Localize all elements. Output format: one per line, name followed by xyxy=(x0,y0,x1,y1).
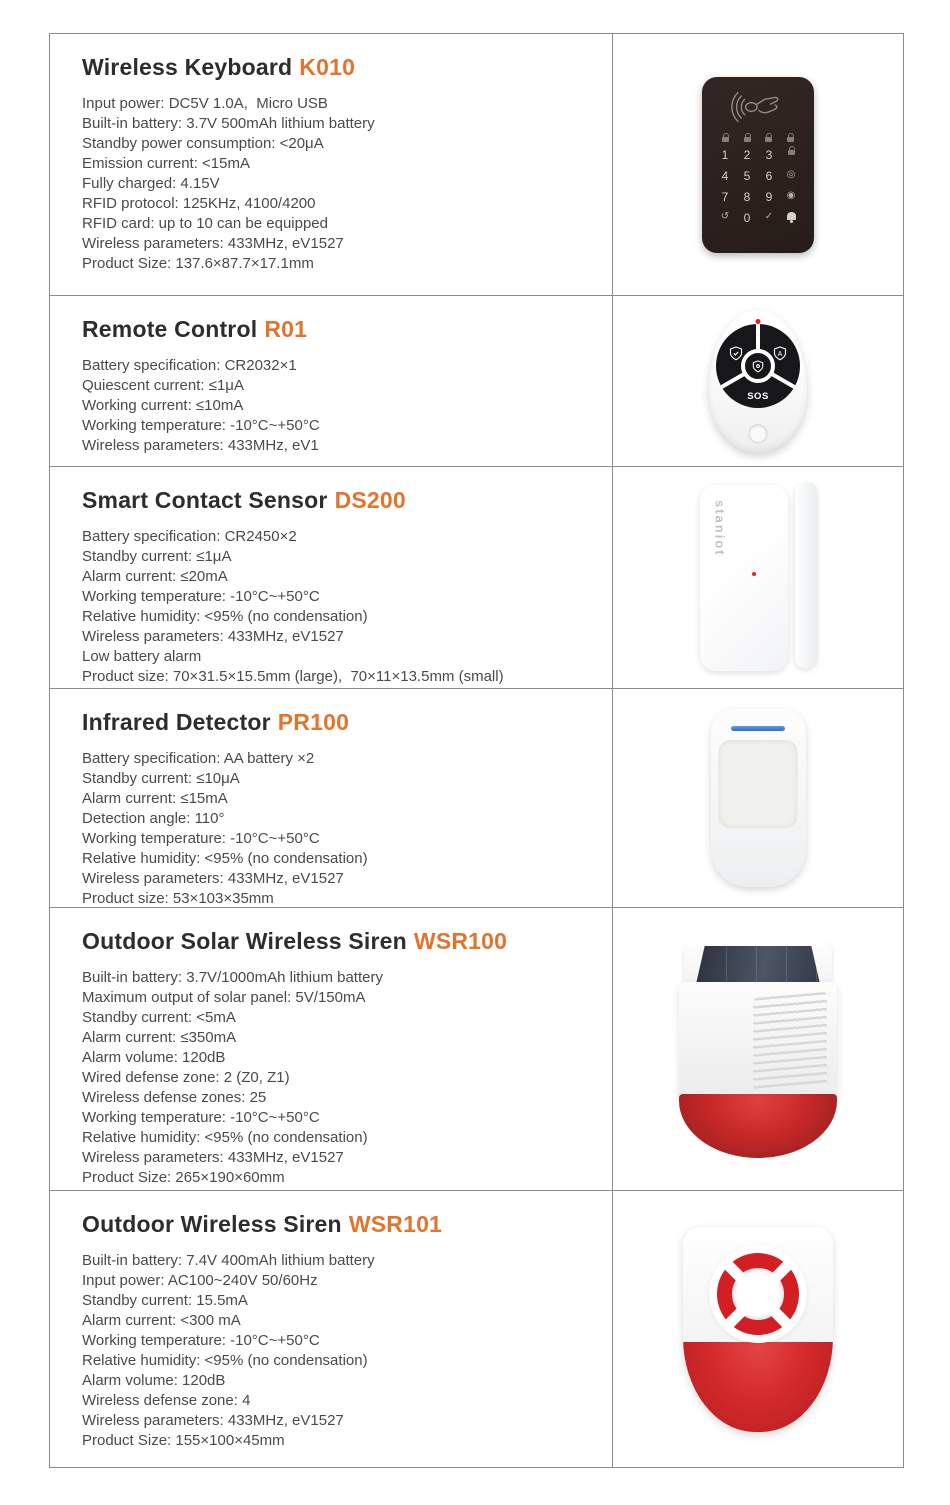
remote-bottom-button xyxy=(749,424,768,443)
solar-panel xyxy=(696,946,820,984)
spec-line: Maximum output of solar panel: 5V/150mA xyxy=(82,989,366,1006)
siren-horn xyxy=(709,1245,807,1343)
arm-away-shield-icon xyxy=(773,346,787,361)
spec-line: Wired defense zone: 2 (Z0, Z1) xyxy=(82,1069,290,1086)
svg-text:A: A xyxy=(777,351,783,358)
spec-line: Working temperature: -10°C~+50°C xyxy=(82,1332,320,1349)
sensor-main-body xyxy=(700,485,788,671)
red-strobe-base xyxy=(683,1342,833,1432)
product-model: WSR100 xyxy=(413,928,508,954)
disarm-icon xyxy=(765,137,772,142)
remote-device-image xyxy=(709,310,807,452)
key-0: 0 xyxy=(743,210,751,225)
product-title xyxy=(82,487,602,514)
pir-spec-cell xyxy=(50,689,613,907)
spec-line: Working current: ≤10mA xyxy=(82,397,244,414)
spec-line: Wireless defense zone: 4 xyxy=(82,1392,251,1409)
spec-line: Fully charged: 4.15V xyxy=(82,175,220,192)
spec-line: Relative humidity: <95% (no condensation) xyxy=(82,850,368,867)
spec-line: Product size: 70×31.5×15.5mm (large), 70×11×13.5mm (small) xyxy=(82,668,504,685)
product-model: PR100 xyxy=(277,709,350,735)
home-arm-shield-icon xyxy=(752,360,764,373)
bell-icon xyxy=(780,211,802,225)
spec-line: Relative humidity: <95% (no condensation) xyxy=(82,608,368,625)
contact-sensor-device-image xyxy=(700,485,817,671)
product-spec-table xyxy=(49,33,904,1468)
spec-line: Quiescent current: ≤1μA xyxy=(82,377,244,394)
alert-icon xyxy=(787,137,794,142)
spec-line: Wireless parameters: 433MHz, eV1 xyxy=(82,437,319,454)
target-icon: ◎ xyxy=(786,168,796,180)
arm-home-icon xyxy=(744,137,751,142)
led-indicator xyxy=(752,572,756,576)
spec-line: Product Size: 155×100×45mm xyxy=(82,1432,285,1449)
spec-line: Relative humidity: <95% (no condensation) xyxy=(82,1352,368,1369)
key-9: 9 xyxy=(765,189,773,204)
rfid-tap-icon xyxy=(729,85,787,129)
red-strobe-base xyxy=(679,1094,837,1158)
product-title xyxy=(82,1211,602,1238)
product-name: Remote Control xyxy=(82,316,258,342)
keyboard-mode-icon-row xyxy=(715,131,801,142)
spec-line: Emission current: <15mA xyxy=(82,155,250,172)
spec-list xyxy=(82,527,602,687)
product-row-contact-sensor xyxy=(50,467,903,689)
spec-line: Built-in battery: 3.7V 500mAh lithium battery xyxy=(82,115,375,132)
spec-line: Alarm current: ≤20mA xyxy=(82,568,228,585)
sensor-magnet-bar xyxy=(795,482,817,668)
product-model: R01 xyxy=(264,316,308,342)
spec-line: Battery specification: CR2450×2 xyxy=(82,528,297,545)
spec-line: Working temperature: -10°C~+50°C xyxy=(82,1109,320,1126)
spec-list xyxy=(82,1251,602,1451)
pir-lens xyxy=(719,740,798,828)
product-row-keyboard xyxy=(50,34,903,296)
spec-line: Detection angle: 110° xyxy=(82,810,225,827)
siren-body xyxy=(679,982,837,1098)
key-4: 4 xyxy=(721,168,729,183)
disarm-shield-icon xyxy=(729,346,743,361)
pir-device-image xyxy=(711,709,806,887)
key-7: 7 xyxy=(721,189,729,204)
spec-line: RFID card: up to 10 can be equipped xyxy=(82,215,328,232)
spec-line: Wireless parameters: 433MHz, eV1527 xyxy=(82,235,344,252)
spec-line: Built-in battery: 7.4V 400mAh lithium battery xyxy=(82,1252,375,1269)
spec-list xyxy=(82,749,602,909)
product-row-pir xyxy=(50,689,903,908)
sos-button-label: SOS xyxy=(747,391,769,402)
product-title xyxy=(82,928,602,955)
contact-sensor-image-cell xyxy=(613,467,903,688)
product-model: K010 xyxy=(299,54,356,80)
home-arm-button xyxy=(741,349,775,383)
product-name: Outdoor Wireless Siren xyxy=(82,1211,342,1237)
spec-line: Alarm volume: 120dB xyxy=(82,1049,226,1066)
spec-line: Product Size: 265×190×60mm xyxy=(82,1169,285,1186)
spec-line: Working temperature: -10°C~+50°C xyxy=(82,417,320,434)
siren-body xyxy=(683,1227,833,1432)
key-2: 2 xyxy=(743,147,751,162)
product-name: Wireless Keyboard xyxy=(82,54,293,80)
contact-sensor-spec-cell xyxy=(50,467,613,688)
keyboard-spec-cell xyxy=(50,34,613,295)
spec-line: Low battery alarm xyxy=(82,648,202,665)
arm-away-icon xyxy=(722,137,729,142)
product-title xyxy=(82,709,602,736)
pir-image-cell xyxy=(613,689,903,907)
spec-line: Wireless defense zones: 25 xyxy=(82,1089,267,1106)
check-icon: ✓ xyxy=(764,210,774,222)
led-bar xyxy=(731,726,785,731)
spec-line: Battery specification: AA battery ×2 xyxy=(82,750,315,767)
product-model: WSR101 xyxy=(348,1211,443,1237)
solar-siren-device-image xyxy=(679,940,837,1158)
key-6: 6 xyxy=(765,168,773,183)
wireless-siren-image-cell xyxy=(613,1191,903,1467)
key-5: 5 xyxy=(743,168,751,183)
product-row-remote xyxy=(50,296,903,467)
spec-list xyxy=(82,968,602,1188)
remote-image-cell xyxy=(613,296,903,466)
keyboard-device-image xyxy=(702,77,814,253)
spec-line: Wireless parameters: 433MHz, eV1527 xyxy=(82,1412,344,1429)
spec-line: Product size: 53×103×35mm xyxy=(82,890,274,907)
spec-line: Standby current: ≤1μA xyxy=(82,548,232,565)
spec-line: Alarm current: ≤15mA xyxy=(82,790,228,807)
spec-line: Input power: AC100~240V 50/60Hz xyxy=(82,1272,318,1289)
keyboard-keypad xyxy=(714,148,802,225)
spec-line: Working temperature: -10°C~+50°C xyxy=(82,588,320,605)
spec-line: Standby current: 15.5mA xyxy=(82,1292,248,1309)
person-icon: ◉ xyxy=(786,189,796,201)
lock-icon xyxy=(780,148,802,162)
spec-line: Built-in battery: 3.7V/1000mAh lithium battery xyxy=(82,969,383,986)
spec-line: Standby power consumption: <20μA xyxy=(82,135,324,152)
product-row-solar-siren xyxy=(50,908,903,1191)
product-model: DS200 xyxy=(334,487,406,513)
keyboard-image-cell xyxy=(613,34,903,295)
solar-siren-spec-cell xyxy=(50,908,613,1190)
spec-line: Wireless parameters: 433MHz, eV1527 xyxy=(82,870,344,887)
brand-label: staniot xyxy=(712,499,728,557)
spec-line: Standby current: <5mA xyxy=(82,1009,236,1026)
spec-list xyxy=(82,356,602,456)
wireless-siren-spec-cell xyxy=(50,1191,613,1467)
spec-line: Product Size: 137.6×87.7×17.1mm xyxy=(82,255,314,272)
spec-line: Input power: DC5V 1.0A, Micro USB xyxy=(82,95,328,112)
spec-line: Battery specification: CR2032×1 xyxy=(82,357,297,374)
product-name: Outdoor Solar Wireless Siren xyxy=(82,928,407,954)
speaker-vents xyxy=(753,992,827,1090)
spec-line: Alarm current: <300 mA xyxy=(82,1312,241,1329)
product-title xyxy=(82,54,602,81)
product-title xyxy=(82,316,602,343)
spec-line: Alarm current: ≤350mA xyxy=(82,1029,237,1046)
key-8: 8 xyxy=(743,189,751,204)
wireless-siren-device-image xyxy=(683,1227,833,1432)
key-1: 1 xyxy=(721,147,729,162)
spec-list xyxy=(82,94,602,274)
product-name: Smart Contact Sensor xyxy=(82,487,328,513)
remote-spec-cell xyxy=(50,296,613,466)
back-arrow-icon: ↺ xyxy=(720,210,730,222)
spec-line: Wireless parameters: 433MHz, eV1527 xyxy=(82,628,344,645)
key-3: 3 xyxy=(765,147,773,162)
product-row-wireless-siren xyxy=(50,1191,903,1467)
product-name: Infrared Detector xyxy=(82,709,271,735)
spec-line: Relative humidity: <95% (no condensation) xyxy=(82,1129,368,1146)
spec-line: Alarm volume: 120dB xyxy=(82,1372,226,1389)
spec-line: Working temperature: -10°C~+50°C xyxy=(82,830,320,847)
spec-line: Wireless parameters: 433MHz, eV1527 xyxy=(82,1149,344,1166)
spec-line: Standby current: ≤10μA xyxy=(82,770,240,787)
solar-siren-image-cell xyxy=(613,908,903,1190)
remote-button-pad xyxy=(716,324,800,408)
spec-line: RFID protocol: 125KHz, 4100/4200 xyxy=(82,195,316,212)
